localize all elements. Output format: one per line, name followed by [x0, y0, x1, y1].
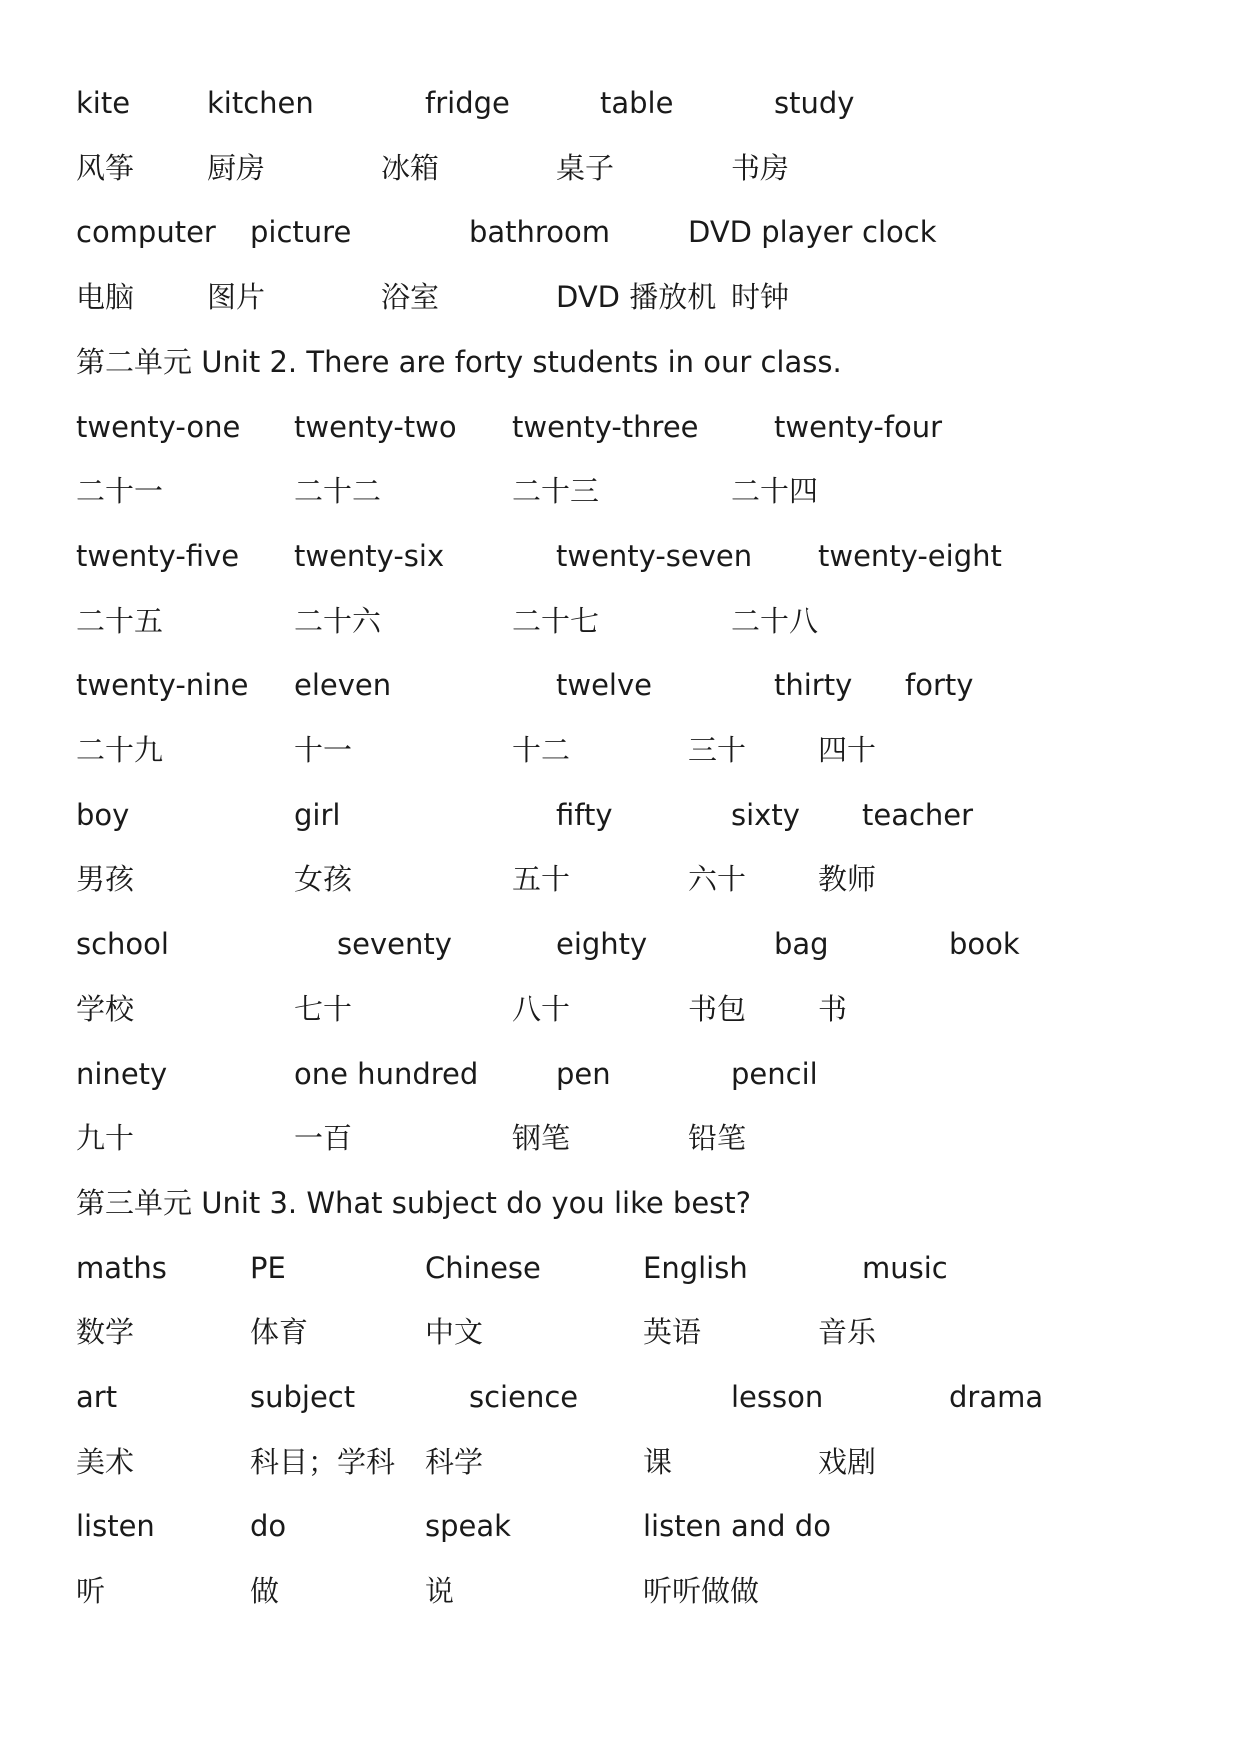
chinese-meaning-row [0, 987, 1241, 1031]
chinese-meaning: 书房 [731, 150, 790, 185]
chinese-meaning: 六十 [688, 862, 747, 897]
chinese-meaning-row [0, 469, 1241, 513]
chinese-meaning: 中文 [425, 1315, 484, 1350]
english-word: computer [76, 215, 216, 250]
english-word: maths [76, 1250, 167, 1285]
english-word: twelve [556, 668, 652, 703]
chinese-meaning-row [0, 146, 1241, 190]
chinese-meaning: 书包 [688, 991, 747, 1026]
english-word: bathroom [469, 215, 610, 250]
english-word: art [76, 1380, 118, 1414]
english-word: lesson [731, 1380, 824, 1414]
unit-heading-row [0, 340, 1241, 384]
english-word: twenty-two [294, 409, 457, 444]
english-word: twenty-six [294, 538, 445, 573]
chinese-meaning: 教师 [818, 862, 877, 897]
unit-heading: 第二单元 Unit 2. There are forty students in our class. [76, 344, 842, 379]
english-word: ninety [76, 1056, 168, 1091]
english-word: twenty-one [76, 409, 241, 444]
english-word: boy [76, 797, 130, 832]
english-word: DVD player [688, 215, 853, 250]
chinese-meaning: 戏剧 [818, 1444, 877, 1479]
chinese-meaning: 科目；学科 [250, 1444, 396, 1479]
english-word-row [0, 534, 1241, 578]
english-word-row [0, 793, 1241, 837]
chinese-meaning: 说 [425, 1574, 455, 1609]
chinese-meaning: 课 [643, 1444, 673, 1479]
english-word: pen [556, 1056, 611, 1091]
english-word-row [0, 922, 1241, 966]
chinese-meaning: 八十 [512, 991, 571, 1026]
english-word: subject [250, 1380, 356, 1414]
chinese-meaning: 图片 [207, 280, 266, 315]
chinese-meaning: 二十七 [512, 603, 600, 638]
chinese-meaning: 二十三 [512, 474, 600, 509]
chinese-meaning: 铅笔 [688, 1121, 747, 1156]
english-word: sixty [731, 797, 800, 832]
english-word: eighty [556, 927, 648, 962]
chinese-meaning: 二十五 [76, 603, 164, 638]
english-word: pencil [731, 1056, 818, 1091]
chinese-meaning: 二十二 [294, 474, 382, 509]
chinese-meaning: 三十 [688, 733, 747, 767]
english-word: fridge [425, 86, 510, 120]
chinese-meaning: 九十 [76, 1121, 135, 1156]
english-word: twenty-three [512, 409, 699, 444]
chinese-meaning: 二十六 [294, 603, 382, 638]
chinese-meaning: 听听做做 [643, 1574, 760, 1609]
english-word: English [643, 1250, 748, 1285]
chinese-meaning-row [0, 728, 1241, 772]
english-word: listen and do [643, 1509, 831, 1544]
chinese-meaning: 十二 [512, 733, 571, 767]
english-word: table [600, 86, 674, 120]
chinese-meaning: 四十 [818, 733, 877, 767]
chinese-meaning: 五十 [512, 862, 571, 897]
english-word: picture [250, 215, 352, 250]
english-word: book [949, 927, 1020, 962]
chinese-meaning: 数学 [76, 1315, 135, 1350]
chinese-meaning: 听 [76, 1574, 106, 1609]
chinese-meaning: 桌子 [556, 150, 615, 185]
chinese-meaning: 冰箱 [381, 150, 440, 185]
english-word: PE [250, 1250, 286, 1285]
english-word-row [0, 1052, 1241, 1096]
english-word: one hundred [294, 1056, 479, 1091]
english-word: Chinese [425, 1250, 541, 1285]
english-word: bag [774, 927, 829, 962]
english-word: teacher [862, 797, 974, 832]
english-word: kitchen [207, 86, 314, 120]
chinese-meaning-row [0, 599, 1241, 643]
unit-heading: 第三单元 Unit 3. What subject do you like best? [76, 1185, 752, 1220]
english-word-row [0, 405, 1241, 449]
english-word-row [0, 1375, 1241, 1419]
chinese-meaning: 英语 [643, 1315, 702, 1350]
chinese-meaning: 美术 [76, 1444, 135, 1479]
chinese-meaning: 男孩 [76, 862, 135, 897]
chinese-meaning: 浴室 [381, 280, 440, 315]
chinese-meaning: 音乐 [818, 1315, 877, 1350]
chinese-meaning: 七十 [294, 991, 353, 1026]
chinese-meaning: 书 [818, 991, 848, 1026]
english-word: thirty [774, 668, 853, 703]
chinese-meaning: 做 [250, 1574, 280, 1609]
english-word: girl [294, 797, 341, 832]
chinese-meaning: 二十一 [76, 474, 164, 509]
english-word: science [469, 1380, 579, 1414]
english-word: twenty-five [76, 538, 240, 573]
unit-heading-row [0, 1181, 1241, 1225]
english-word: kite [76, 86, 131, 120]
english-word: do [250, 1509, 287, 1544]
english-word-row [0, 1504, 1241, 1548]
english-word: twenty-four [774, 409, 943, 444]
chinese-meaning: 二十九 [76, 733, 164, 767]
english-word: study [774, 86, 855, 120]
english-word: eleven [294, 668, 392, 703]
english-word: listen [76, 1509, 155, 1544]
chinese-meaning: 厨房 [207, 150, 266, 185]
chinese-meaning: 女孩 [294, 862, 353, 897]
chinese-meaning: 一百 [294, 1121, 353, 1156]
chinese-meaning: 二十八 [731, 603, 819, 638]
english-word-row [0, 663, 1241, 707]
chinese-meaning: 十一 [294, 733, 353, 767]
english-word: twenty-nine [76, 668, 249, 703]
chinese-meaning: 体育 [250, 1315, 309, 1350]
chinese-meaning-row [0, 1440, 1241, 1484]
chinese-meaning: 电脑 [76, 280, 135, 315]
english-word: twenty-seven [556, 538, 753, 573]
english-word: twenty-eight [818, 538, 1002, 573]
chinese-meaning-row [0, 1116, 1241, 1160]
chinese-meaning: 学校 [76, 991, 135, 1026]
chinese-meaning: 时钟 [731, 280, 790, 315]
chinese-meaning: DVD 播放机 [556, 280, 717, 315]
chinese-meaning: 二十四 [731, 474, 819, 509]
english-word: school [76, 927, 169, 962]
chinese-meaning: 风筝 [76, 150, 135, 185]
english-word-row [0, 81, 1241, 125]
chinese-meaning: 科学 [425, 1444, 484, 1479]
english-word: drama [949, 1380, 1044, 1414]
english-word: speak [425, 1509, 511, 1544]
english-word-row [0, 1246, 1241, 1290]
english-word-row [0, 210, 1241, 254]
chinese-meaning: 钢笔 [512, 1121, 571, 1156]
english-word: forty [905, 668, 974, 703]
english-word: fifty [556, 797, 613, 832]
chinese-meaning-row [0, 857, 1241, 901]
english-word: seventy [337, 927, 452, 962]
english-word: clock [862, 215, 937, 250]
english-word: music [862, 1250, 948, 1285]
chinese-meaning-row [0, 1569, 1241, 1613]
chinese-meaning-row [0, 1310, 1241, 1354]
chinese-meaning-row [0, 275, 1241, 319]
